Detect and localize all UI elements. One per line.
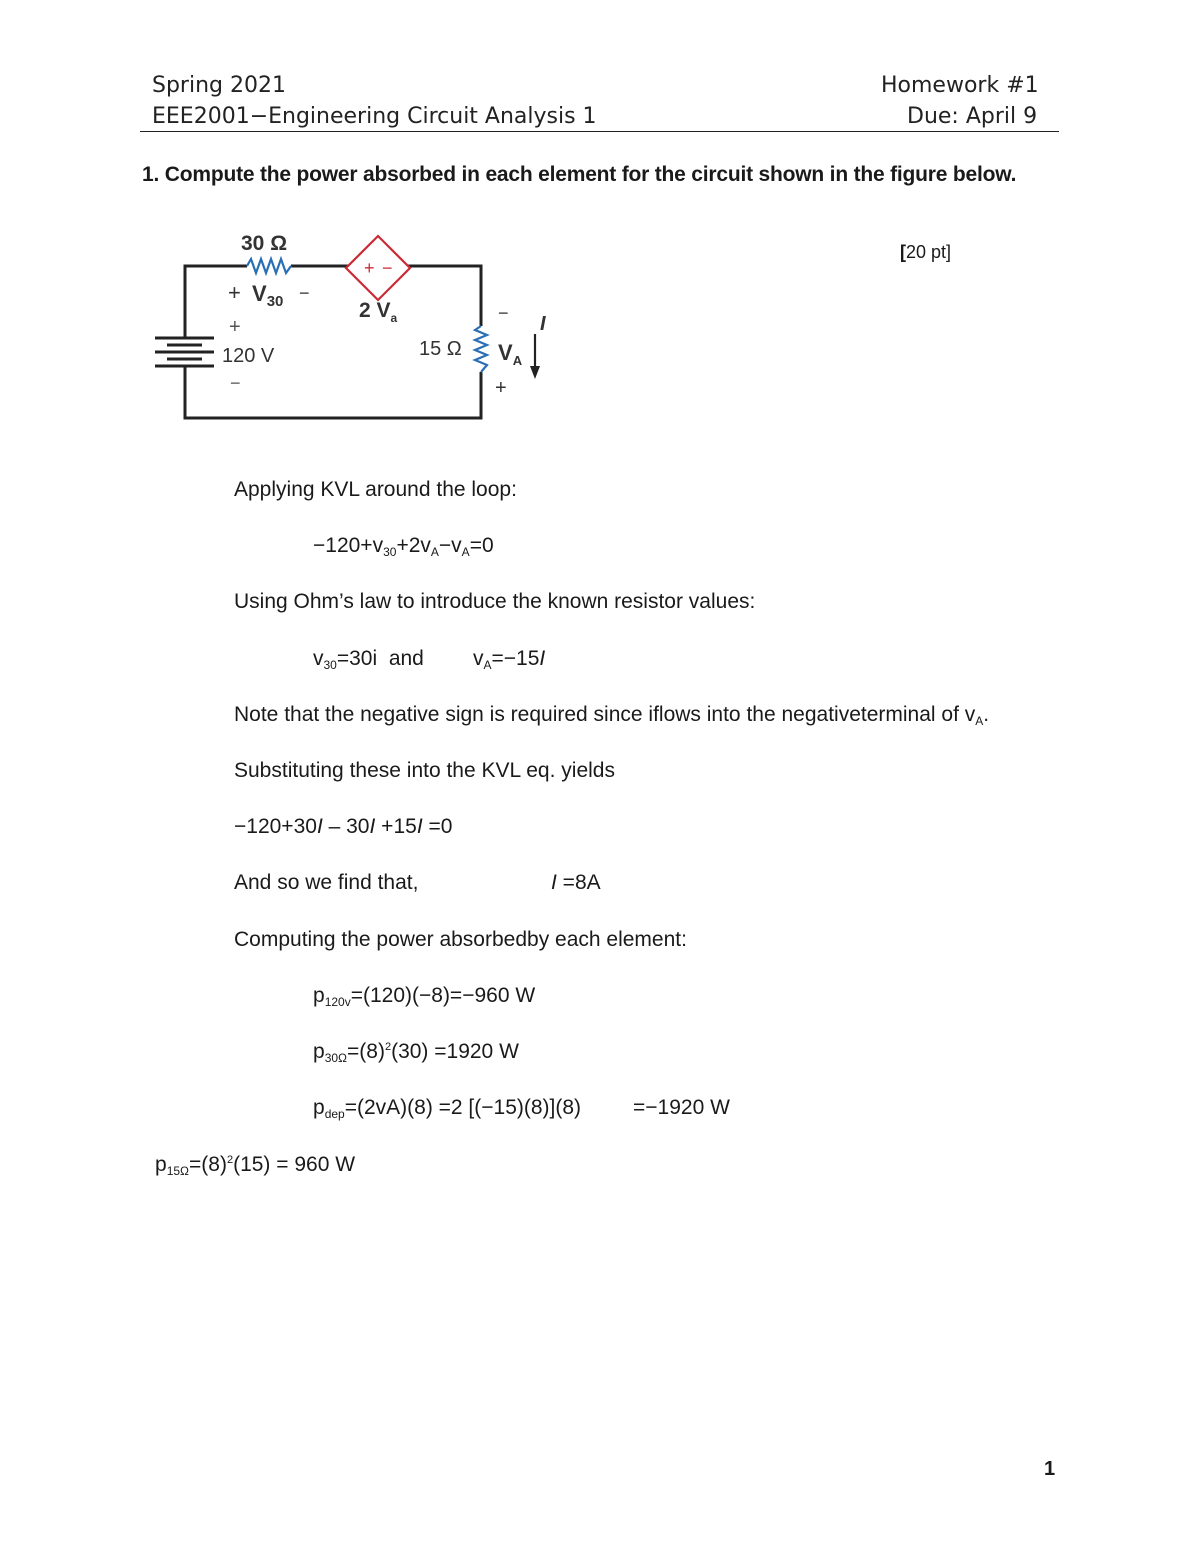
kvl-eq-part: =0 xyxy=(469,534,494,557)
course-title: EEE2001−Engineering Circuit Analysis 1 xyxy=(152,104,597,129)
kvl-eq-part: +2v xyxy=(396,534,431,557)
power-eq: =(8) xyxy=(347,1040,385,1063)
ohm-eq-sub: A xyxy=(483,658,492,672)
power-sub: 15Ω xyxy=(166,1164,190,1178)
ohm-eq-part: v xyxy=(473,647,484,670)
circuit-diagram xyxy=(150,226,570,426)
va-subscript: A xyxy=(512,353,523,368)
power-eq: =(8) xyxy=(189,1153,227,1176)
va-letter: V xyxy=(498,340,513,365)
points-label xyxy=(900,242,951,263)
power-symbol: p xyxy=(313,1096,325,1119)
kvl-eq-sub: 30 xyxy=(383,545,397,559)
power-symbol: p xyxy=(155,1153,167,1176)
kvl-equation xyxy=(313,534,494,559)
power-30ohm xyxy=(313,1040,519,1065)
subst-part: =0 xyxy=(422,815,453,838)
ohm-equation-2 xyxy=(473,647,545,672)
v30-letter: V xyxy=(252,281,267,306)
homework-number: Homework #1 xyxy=(881,73,1039,98)
page-number: 1 xyxy=(1044,1458,1056,1480)
power-eq: =(120)(−8)=−960 W xyxy=(350,984,536,1007)
source-minus: − xyxy=(230,373,241,393)
substitution-equation xyxy=(234,815,452,839)
ohm-eq-part: v xyxy=(313,647,324,670)
dep-letter: 2 V xyxy=(359,299,391,322)
dep-minus: − xyxy=(382,258,393,278)
power-15ohm xyxy=(155,1153,355,1178)
va-plus: + xyxy=(495,377,507,399)
points-close: pt] xyxy=(926,242,952,262)
ohm-intro: Using Ohm’s law to introduce the known resistor values: xyxy=(234,590,756,613)
dep-subscript: a xyxy=(390,311,398,325)
power-symbol: p xyxy=(313,1040,325,1063)
current-arrow-icon xyxy=(530,334,540,379)
v30-label xyxy=(252,281,283,310)
subst-part: −120+30 xyxy=(234,815,317,838)
find-label: And so we find that, xyxy=(234,871,419,894)
kvl-eq-part: −120+v xyxy=(313,534,384,557)
kvl-intro: Applying KVL around the loop: xyxy=(234,478,517,501)
resistor-30-icon xyxy=(247,259,291,273)
power-eq: (15) = 960 W xyxy=(233,1153,356,1176)
kvl-eq-sub: A xyxy=(430,545,439,559)
power-eq: (30) =1920 W xyxy=(391,1040,519,1063)
substitution-intro: Substituting these into the KVL eq. yields xyxy=(234,759,615,782)
header-divider xyxy=(140,131,1059,132)
power-symbol: p xyxy=(313,984,325,1007)
v30-plus: + xyxy=(228,280,241,305)
subst-italic: I xyxy=(316,815,323,838)
r15-label: 15 Ω xyxy=(419,338,462,360)
power-intro: Computing the power absorbedby each element: xyxy=(234,928,687,951)
power-dependent-result: =−1920 W xyxy=(633,1096,730,1119)
power-120v xyxy=(313,984,535,1009)
power-sub: 30Ω xyxy=(324,1051,348,1065)
power-sup: 2 xyxy=(226,1154,234,1166)
note-text: Note that the negative sign is required since iflows into the negativeterminal of v xyxy=(234,703,976,726)
power-sup: 2 xyxy=(384,1041,392,1053)
points-open: [ xyxy=(900,242,906,262)
source-plus: + xyxy=(229,316,241,338)
current-label: I xyxy=(540,313,546,335)
power-sub: dep xyxy=(324,1107,345,1121)
v30-subscript: 30 xyxy=(266,293,284,310)
power-sub: 120v xyxy=(324,995,351,1009)
va-minus: − xyxy=(498,303,509,323)
subst-part: +15 xyxy=(375,815,417,838)
points-value: 20 xyxy=(906,242,927,262)
note-end: . xyxy=(983,703,990,726)
course-term: Spring 2021 xyxy=(152,73,286,98)
ohm-eq-part: =−15 xyxy=(491,647,540,670)
ohm-eq-part: =30i and xyxy=(336,647,424,670)
subst-italic: I xyxy=(416,815,423,838)
problem-statement: 1. Compute the power absorbed in each element for the circuit shown in the figure below. xyxy=(142,163,1017,186)
ohm-eq-sub: 30 xyxy=(323,658,337,672)
kvl-eq-sub: A xyxy=(461,545,470,559)
dependent-source-icon xyxy=(346,236,410,300)
due-date: Due: April 9 xyxy=(907,104,1038,129)
dep-label xyxy=(359,299,398,325)
sign-note xyxy=(234,703,989,728)
r30-label: 30 Ω xyxy=(241,232,288,255)
dep-plus: + xyxy=(364,258,375,278)
kvl-eq-part: −v xyxy=(438,534,462,557)
subst-part: – 30 xyxy=(322,815,370,838)
current-value: =8A xyxy=(556,871,601,894)
v30-minus: − xyxy=(299,283,310,303)
resistor-15-icon xyxy=(475,326,487,372)
ohm-eq-italic: I xyxy=(539,647,546,670)
current-symbol: I xyxy=(551,871,557,894)
va-label xyxy=(498,340,523,368)
power-eq: =(2vA)(8) =2 [(−15)(8)](8) xyxy=(344,1096,582,1119)
current-result xyxy=(551,871,601,895)
power-dependent xyxy=(313,1096,581,1121)
note-sub: A xyxy=(975,714,984,728)
source-label: 120 V xyxy=(222,345,275,367)
ohm-equation-1 xyxy=(313,647,424,672)
battery-icon xyxy=(155,332,214,370)
subst-italic: I xyxy=(369,815,376,838)
